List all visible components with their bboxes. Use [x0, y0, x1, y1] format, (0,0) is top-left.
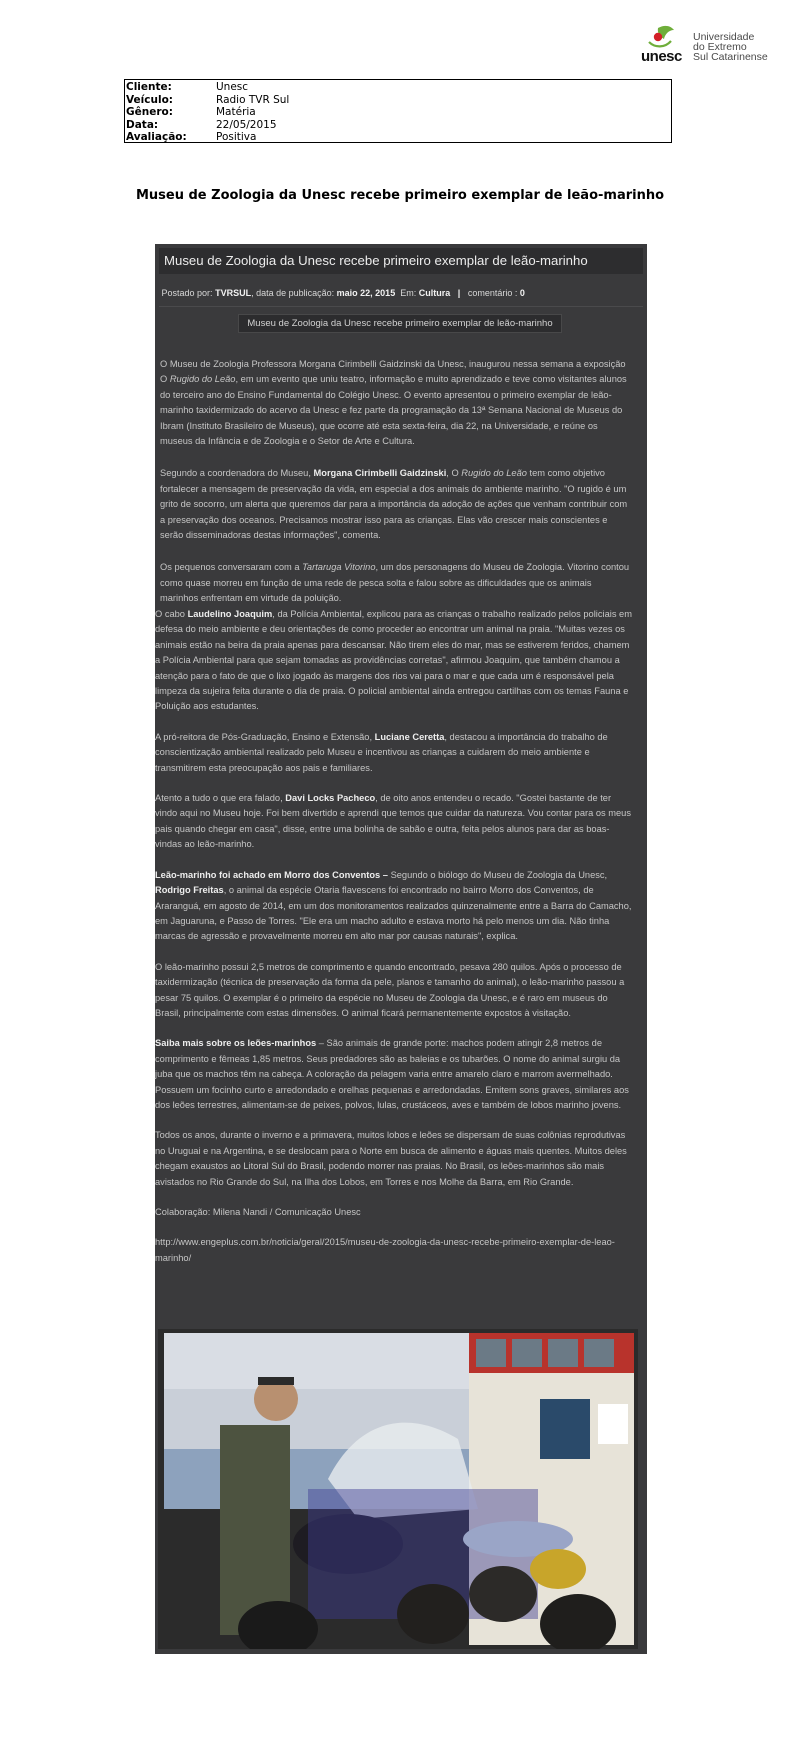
info-value: 22/05/2015: [216, 118, 277, 131]
article-clipping: [155, 244, 647, 1654]
article-body-intro: [160, 357, 630, 624]
paragraph: Os pequenos conversaram com a Tartaruga Vitorino, um dos personagens do Museu de Zoologia. Vitorino contou como quase morreu em função de uma rede de pesca solta e falou sobre as dificuldades que os animais marinhos enfrentam em virtude da poluição.: [160, 562, 630, 604]
clipping-info-table: [124, 79, 672, 143]
paragraph: Atento a tudo o que era falado, Davi Locks Pacheco, de oito anos entendeu o recado. "Gostei bastante de ter vindo aqui no Museu hoje. Foi bem divertido e aprendi que temos que cuidar da natureza. Vou contar para os meus pais quando chegar em casa", disse, entre uma bolinha de sabão e outra, feita pelos alunos para dar as boas-vindas ao leão-marinho.: [155, 793, 631, 850]
info-row-cliente: [126, 81, 671, 94]
meta-author[interactable]: TVRSUL: [215, 288, 252, 298]
info-row-veiculo: [126, 94, 671, 107]
info-label: Cliente:: [126, 81, 172, 93]
info-row-avaliacao: [126, 131, 671, 144]
meta-date: maio 22, 2015: [336, 288, 396, 298]
logo-swoosh: [649, 41, 671, 46]
info-value: Positiva: [216, 131, 257, 143]
article-title[interactable]: Museu de Zoologia da Unesc recebe primeiro exemplar de leão-marinho: [164, 253, 588, 268]
image-caption: Museu de Zoologia da Unesc recebe primeiro exemplar de leão-marinho: [238, 314, 562, 333]
meta-comments-label: comentário :: [467, 288, 518, 298]
info-value: Radio TVR Sul: [216, 93, 290, 106]
info-label: Data:: [126, 118, 159, 131]
meta-category[interactable]: Cultura: [418, 288, 451, 298]
info-value: Matéria: [216, 106, 256, 118]
info-row-data: [126, 119, 671, 132]
logo-dot: [654, 33, 662, 41]
paragraph: A pró-reitora de Pós-Graduação, Ensino e Extensão, Luciane Ceretta, destacou a importância do trabalho de conscientização ambiental realizado pelo Museu e incentivou as crianças a cuidarem do meio ambiente e transmitirem esta preocupação aos pais e familiares.: [155, 731, 608, 773]
info-value: Unesc: [216, 81, 249, 93]
paragraph: Todos os anos, durante o inverno e a primavera, muitos lobos e leões se dispersam de suas colônias reprodutivas no Uruguai e na Argentina, e se deslocam para o Norte em busca de alimento e águas mais quentes. Muitos deles chegam exaustos ao Litoral Sul do Brasil, podendo morrer nas praias. No Brasil, os leões-marinhos são mais avistados no Rio Grande do Sul, na Ilha dos Lobos, em Torres e nos Molhe da Barra, em Rio Grande.: [155, 1130, 627, 1187]
meta-date-label: , data de publicação:: [251, 288, 335, 298]
paragraph: O cabo Laudelino Joaquim, da Polícia Ambiental, explicou para as crianças o trabalho realizado pelos policiais em defesa do meio ambiente e deu orientações de como proceder ao encontrar um animal na praia. "Muitas vezes os animais estão na beira da praia apenas para descansar. Não tirem eles do mar, mas se estiverem feridos, chamem a Polícia Ambiental para que sejam tomadas as providências corretas", afirmou Joaquim, que também chamou a atenção para o fato de que o lixo jogado às margens dos rios vai para o mar e que cada um é responsável pela limpeza da sujeira feita durante o dia de praia. O policial ambiental ainda entregou cartilhas com os temas Fauna e Poluição aos estudantes.: [155, 609, 632, 712]
paragraph: Saiba mais sobre os leões-marinhos – São animais de grande porte: machos podem atingir 2,8 metros de comprimento e fêmeas 1,85 metros. Seus predadores são as baleias e os tubarões. O nome do animal surgiu da juba que os machos têm na cabeça. A coloração da pelagem varia entre amarelo claro e marrom avermelhado. Possuem um focinho curto e arredondado e orelhas pequenas e arredondadas. Emitem sons graves, similares aos dos leões terrestres, alimentam-se de peixes, polvos, lulas, crustáceos, aves e também de lobos marinho jovens.: [155, 1038, 629, 1110]
logo-university-name: Universidade do Extremo Sul Catarinense: [693, 31, 768, 63]
meta-comments-count[interactable]: 0: [519, 288, 525, 298]
meta-separator: |: [457, 288, 461, 298]
paragraph: O leão-marinho possui 2,5 metros de comprimento e quando encontrado, pesava 280 quilos. Após o processo de taxidermização (técnica de preservação da forma da pele, planos e tamanho do animal), o leão-marinho passou a pesar 75 quilos. O exemplar é o primeiro da espécie no Museu de Zoologia da Unesc, e é raro em museus do Brasil, principalmente com estas dimensões. O animal ficará permanentemente expostos à visitação.: [155, 961, 625, 1018]
info-label: Avaliação:: [126, 131, 187, 143]
museum-event-photo: [158, 1329, 638, 1649]
document-title: Museu de Zoologia da Unesc recebe primeiro exemplar de leão-marinho: [135, 188, 665, 203]
article-meta: [159, 280, 643, 307]
info-label: Veículo:: [126, 93, 173, 106]
info-row-genero: [126, 106, 671, 119]
meta-posted-label: Postado por:: [161, 288, 213, 298]
article-header: [159, 248, 643, 274]
credit: Colaboração: Milena Nandi / Comunicação Unesc: [155, 1207, 361, 1217]
info-label: Gênero:: [126, 106, 173, 118]
source-url[interactable]: http://www.engeplus.com.br/noticia/geral/2015/museu-de-zoologia-da-unesc-recebe-primeiro-exemplar-de-leao-marinho/: [155, 1237, 615, 1263]
article-body-main: [155, 607, 633, 1281]
paragraph: O Museu de Zoologia Professora Morgana Cirimbelli Gaidzinski da Unesc, inaugurou nessa semana a exposição O Rugido do Leão, em um evento que uniu teatro, informação e muito aprendizado e teve como visitantes alunos do terceiro ano do Ensino Fundamental do Colégio Unesc. O evento apresentou o primeiro exemplar de leão-marinho taxidermizado do acervo da Unesc e fez parte da programação da 13ª Semana Nacional de Museus do Ibram (Instituto Brasileiro de Museus), que ocorre até esta sexta-feira, dia 22, na Universidade, e reúne os museus da Infância e de Zoologia e o Setor de Arte e Cultura.: [160, 359, 627, 447]
meta-in-label: Em:: [400, 288, 417, 298]
paragraph: Leão-marinho foi achado em Morro dos Conventos – Segundo o biólogo do Museu de Zoologia da Unesc, Rodrigo Freitas, o animal da espécie Otaria flavescens foi encontrado no bairro Morro dos Conventos, de Araranguá, em agosto de 2014, em um dos monitoramentos realizados quinzenalmente entre a Barra do Camacho, em Jaguaruna, e Passo de Torres. "Ele era um macho adulto e estava morto há pelo menos um dia. Não tinha marcas de agressão e provavelmente morreu em alto mar por causas naturais", explica.: [155, 869, 632, 942]
logo-wordmark: unesc: [641, 48, 682, 65]
paragraph: Segundo a coordenadora do Museu, Morgana Cirimbelli Gaidzinski, O Rugido do Leão tem como objetivo fortalecer a mensagem de preservação da vida, em especial a dos animais do ambiente marinho. "O rugido é um grito de socorro, um alerta que queremos dar para a importância da adoção de ações que venham contribuir com a preservação dos oceanos. Precisamos mostrar isso para as crianças. Elas vão crescer mais conscientes e serão disseminadoras destas informações", comenta.: [160, 468, 628, 541]
